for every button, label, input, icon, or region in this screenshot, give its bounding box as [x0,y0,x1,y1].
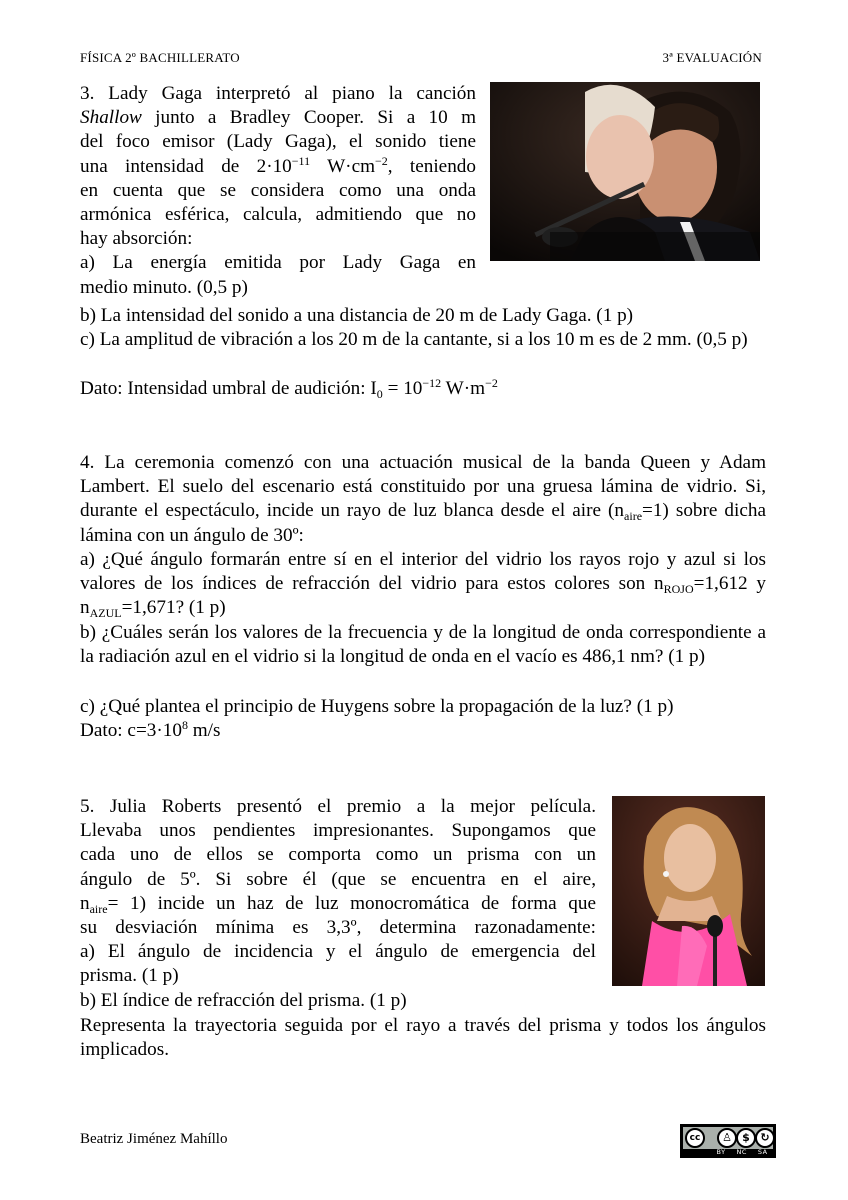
question-4-part-c: c) ¿Qué plantea el principio de Huygens sobre la propagación de la luz? (1 p) [80,696,674,717]
question-3-part-b: b) La intensidad del sonido a una distancia de 20 m de Lady Gaga. (1 p) [80,305,634,326]
question-4-part-a: a) ¿Qué ángulo formarán entre sí en el interior del vidrio los rayos rojo y azul si los valores de los índices de refracción del vidrio para estos colores son $n_{ROJO}=1,612$ y $n_{AZUL}=1,671$? (1 p) [80,549,766,621]
author-footer: Beatriz Jiménez Mahíllo [80,1131,228,1147]
cc-icon: cc [685,1128,705,1148]
question-4-intro: 4. La ceremonia comenzó con una actuación musical de la banda Queen y Adam Lambert. El suelo del escenario está constituido por una gruesa lámina de vidrio. Si, durante el espectáculo, incide un rayo de luz blanca desde el aire $(n_{aire}=1)$ sobre dicha lámina con un ángulo de 30º: [80,452,766,546]
julia-roberts-photo [612,796,765,986]
header-right: 3ª EVALUACIÓN [662,50,762,65]
cc-badge-labels [711,1148,773,1156]
gaga-cooper-photo [490,82,760,261]
noncommercial-icon: $ [736,1128,756,1148]
cc-license-badge [680,1124,776,1158]
question-5-representation: Representa la trayectoria seguida por el rayo a través del prisma y todos los ángulos implicados. [80,1015,766,1061]
by-person-icon: ♙ [717,1128,737,1148]
cc-sa-label: SA [757,1148,768,1156]
question-5-part-b: b) El índice de refracción del prisma. (1 p) [80,990,407,1011]
cc-nc-label: NC [736,1148,747,1156]
question-3-intro: 3. Lady Gaga interpretó al piano la canción Shallow junto a Bradley Cooper. Si a 10 m del foco emisor (Lady Gaga), el sonido tiene una intensidad de $2\cdot 10^{-11}$ $W\cdot cm^{-2}$, teniendo en cuenta que se considera como una onda armónica esférica, calcula, admitiendo que no hay absorción: a) La energía emitida por Lady Gaga en medio minuto. (0,5 p) [80,83,476,298]
sharealike-icon: ↻ [755,1128,775,1148]
question-4-part-b: b) ¿Cuáles serán los valores de la frecuencia y de la longitud de onda correspondiente a la radiación azul en el vidrio si la longitud de onda en el vacío es 486,1 nm? (1 p) [80,622,766,668]
header-left: FÍSICA 2º BACHILLERATO [80,50,240,65]
cc-by-label: BY [716,1148,726,1156]
julia-roberts-illustration [612,796,765,986]
question-3-part-c: c) La amplitud de vibración a los 20 m de la cantante, si a los 10 m es de 2 mm. (0,5 p) [80,329,748,350]
cc-badge-strip [683,1127,773,1149]
gaga-cooper-illustration [490,82,760,261]
question-5-intro: 5. Julia Roberts presentó el premio a la mejor película. Llevaba unos pendientes impresionantes. Supongamos que cada uno de ellos se comporta como un prisma con un ángulo de 5º. Si sobre él (que se encuentra en el aire, $n_{aire}= 1$) incide un haz de luz monocromática de forma que su desviación mínima es 3,3º, determina razonadamente: a) El ángulo de incidencia y el ángulo de emergencia del prisma. (1 p) [80,796,596,987]
question-4-data: Dato: $c=3\cdot 10^8$ m/s [80,718,221,741]
question-3-data: Dato: Intensidad umbral de audición: $I_0 = 10^{-12}$ $W\cdot m^{-2}$ [80,376,498,401]
